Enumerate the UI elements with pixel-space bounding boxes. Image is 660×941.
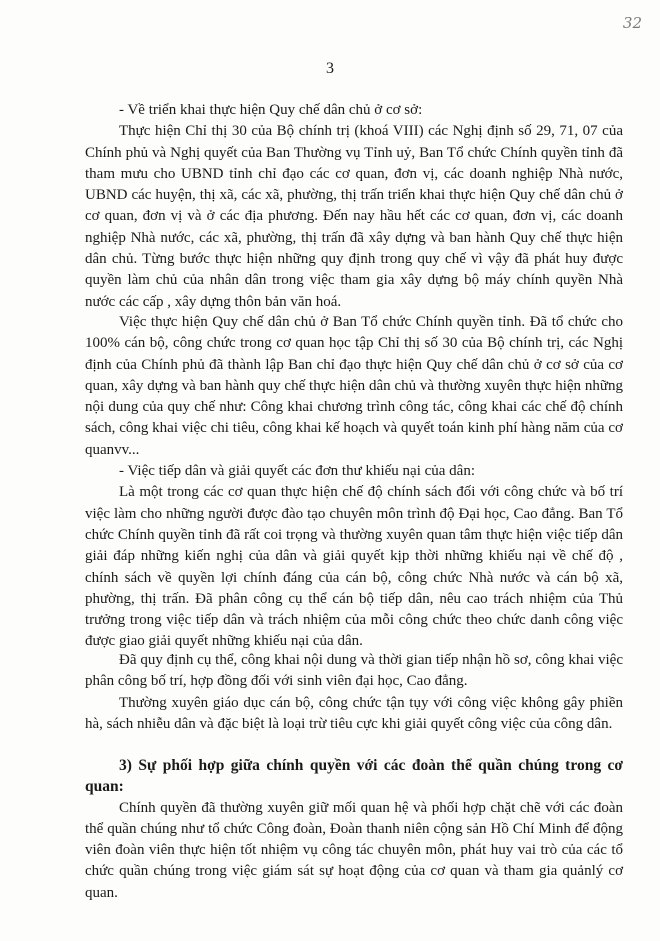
section-agency-democracy: [85, 312, 623, 653]
paragraph-agency-democracy: Việc thực hiện Quy chế dân chủ ở Ban Tổ chức Chính quyền tỉnh. Đã tổ chức cho 100% cán bộ, công chức trong cơ quan học tập Chỉ thị số 30 của Bộ chính trị, các Nghị định của Chính phủ đã thành lập Ban chỉ đạo thực hiện Quy chế dân chủ ở cơ sở của cơ quan, xây dựng và ban hành quy chế thực hiện dân chủ và thường xuyên thực hiện những nội dung của quy chế như: Công khai chương trình công tác, công khai các chế độ chính sách, công khai việc chi tiêu, công khai kế hoạch và quyết toán kinh phí hàng năm của cơ quanvv...: [85, 314, 623, 458]
paragraph-staff-education: Thường xuyên giáo dục cán bộ, công chức tận tụy với công việc không gây phiền hà, sách nhiễu dân và đặc biệt là loại trừ tiêu cực khi giải quyết công việc của công dân.: [85, 694, 623, 732]
subheading-citizen-reception: - Việc tiếp dân và giải quyết các đơn thư khiếu nại của dân:: [119, 463, 476, 480]
paragraph-implementation: Thực hiện Chỉ thị 30 của Bộ chính trị (khoá VIII) các Nghị định số 29, 71, 07 của Chính phủ và Nghị quyết của Ban Thường vụ Tỉnh uỷ, Ban Tổ chức Chính quyền tỉnh đã tham mưu cho UBND tỉnh chỉ đạo các cơ quan, đơn vị, các doanh nghiệp Nhà nước, UBND các huyện, thị xã, các xã, phường, thị trấn triển khai thực hiện Quy chế dân chủ ở cơ quan, đơn vị và ở các địa phương. Đến nay hầu hết các cơ quan, đơn vị, các doanh nghiệp Nhà nước, các xã, phường, thị trấn đã xây dựng và ban hành Quy chế thực hiện dân chủ. Từng bước thực hiện những quy định trong quy chế vì vậy đã phát huy được quyền làm chủ của nhân dân trong việc tham gia xây dựng bộ máy chính quyền Nhà nước các cấp , xây dựng thôn bản văn hoá.: [85, 123, 623, 310]
section-intro: [85, 100, 623, 313]
paragraph-citizen-reception: Là một trong các cơ quan thực hiện chế độ chính sách đối với công chức và bố trí việc làm cho những người được đào tạo chuyên môn trình độ Đại học, Cao đẳng. Ban Tổ chức Chính quyền tỉnh đã rất coi trọng và thường xuyên quan tâm thực hiện việc tiếp dân giải đáp những kiến nghị của dân và giải quyết kịp thời những khiếu nại về chế độ , chính sách về quyền lợi chính đáng của cán bộ, công chức Nhà nước và cán bộ xã, phường, thị trấn. Đã phân công cụ thể cán bộ tiếp dân, nêu cao trách nhiệm của Thủ trưởng trong việc tiếp dân và trách nhiệm của mỗi công chức theo chức danh công việc được giao giải quyết những khiếu nại của dân.: [85, 484, 623, 650]
handwritten-folio-number: 32: [622, 14, 642, 32]
section-coordination: [85, 755, 623, 904]
subheading-democracy-regulation: - Về triển khai thực hiện Quy chế dân chủ ở cơ sở:: [119, 102, 423, 118]
page-number: 3: [326, 60, 334, 77]
section-public-disclosure: [85, 650, 623, 735]
section-heading-coordination: 3) Sự phối hợp giữa chính quyền với các đoàn thể quần chúng trong cơ quan:: [85, 757, 623, 796]
paragraph-coordination: Chính quyền đã thường xuyên giữ mối quan hệ và phối hợp chặt chẽ với các đoàn thể quần chúng như tổ chức Công đoàn, Đoàn thanh niên cộng sản Hồ Chí Minh để động viên đoàn viên thực hiện tốt nhiệm vụ công tác chuyên môn, phát huy vai trò của các tổ chức quần chúng trong việc giám sát sự hoạt động của cơ quan và tham gia quảnlý cơ quan.: [85, 799, 623, 901]
paragraph-public-disclosure: Đã quy định cụ thể, công khai nội dung và thời gian tiếp nhận hồ sơ, công khai việc phân công bố trí, hợp đồng đối với sinh viên đại học, Cao đẳng.: [85, 652, 623, 690]
